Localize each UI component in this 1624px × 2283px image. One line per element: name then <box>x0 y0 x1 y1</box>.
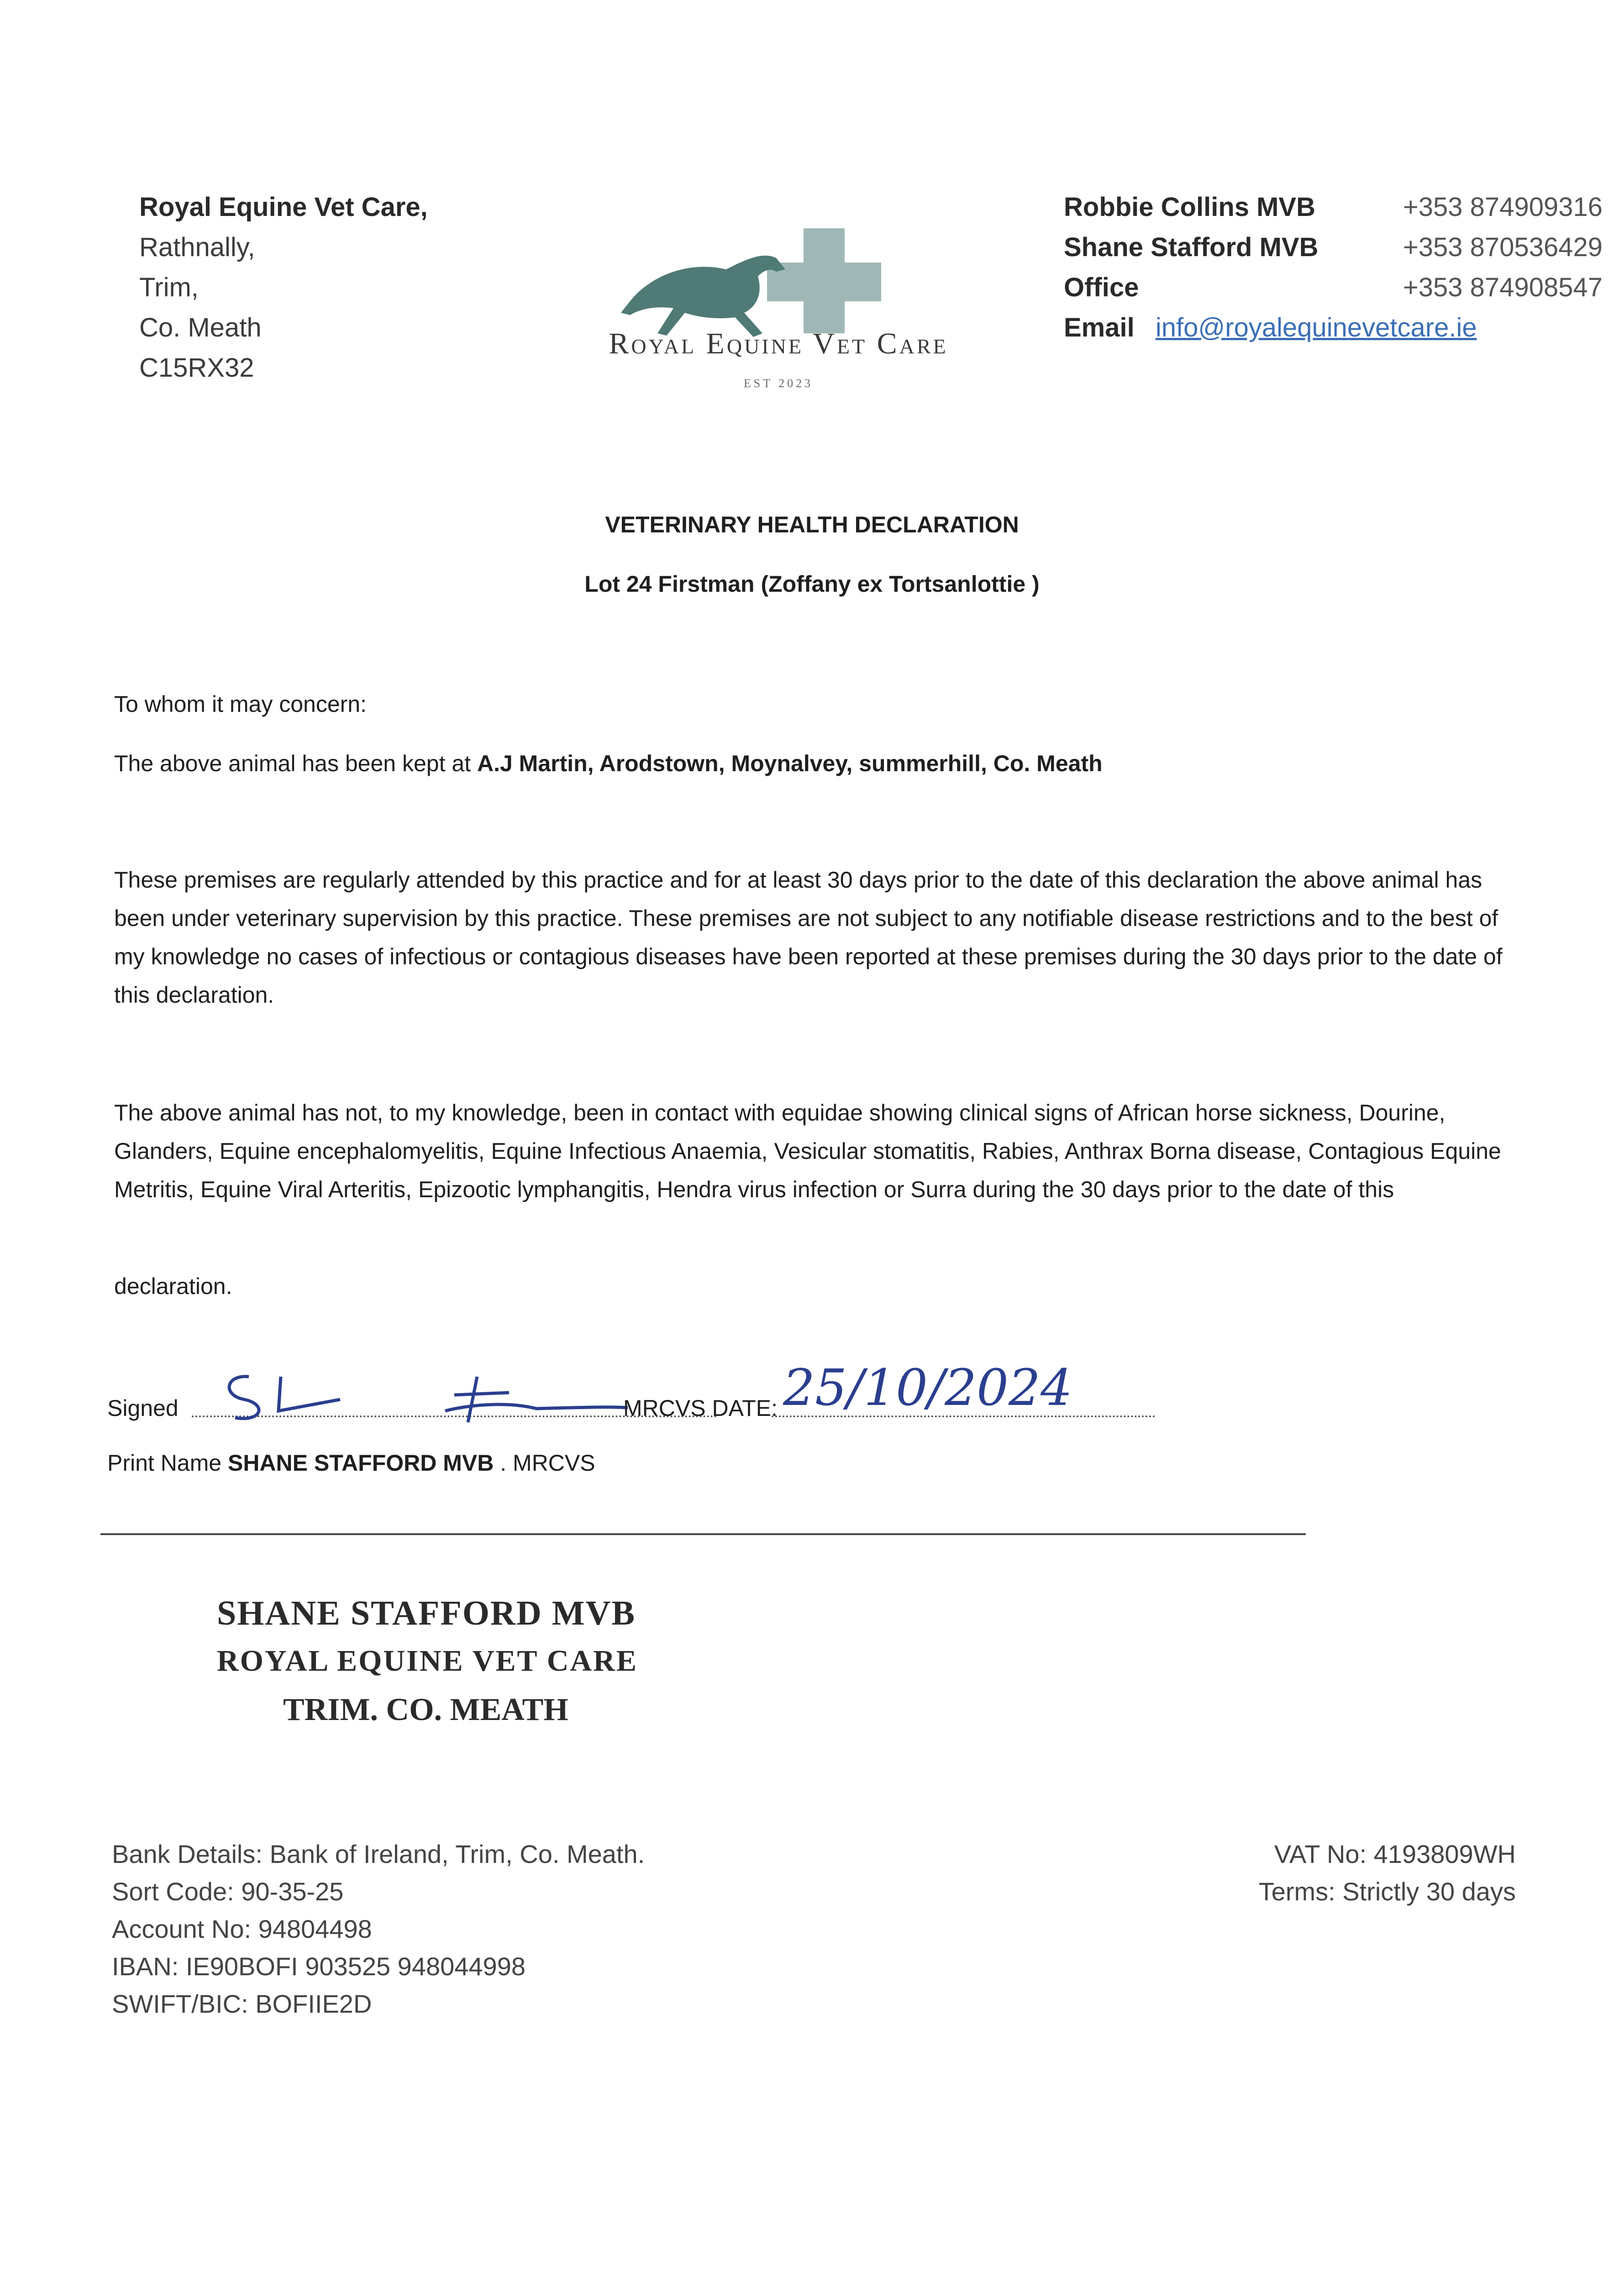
contact-row <box>1064 227 1603 268</box>
contact-row <box>1064 187 1603 227</box>
address-line: Co. Meath <box>139 313 262 342</box>
kept-at-line <box>114 744 1534 783</box>
handwritten-date: 25/10/2024 <box>783 1358 1073 1417</box>
contact-block <box>1064 187 1603 348</box>
contact-phone: +353 874909316 <box>1403 192 1603 222</box>
document-subtitle: Lot 24 Firstman (Zoffany ex Tortsanlottie ) <box>584 571 1040 597</box>
email-link[interactable]: info@royalequinevetcare.ie <box>1155 313 1477 342</box>
print-name-label: Print Name <box>107 1450 228 1476</box>
bank-details <box>112 1836 645 2023</box>
print-name-line <box>107 1450 595 1476</box>
bank-line: Bank Details: Bank of Ireland, Trim, Co. Meath. <box>112 1840 645 1868</box>
stamp-line: TRIM. CO. MEATH <box>283 1692 568 1727</box>
bank-line: Sort Code: 90-35-25 <box>112 1877 344 1906</box>
salutation: To whom it may concern: <box>114 691 367 717</box>
bank-line: IBAN: IE90BOFI 903525 948044998 <box>112 1952 526 1981</box>
address-line: C15RX32 <box>139 353 254 383</box>
payment-terms: Terms: Strictly 30 days <box>1258 1877 1516 1906</box>
kept-at-location: A.J Martin, Arodstown, Moynalvey, summerhill, Co. Meath <box>477 751 1103 776</box>
kept-at-prefix: The above animal has been kept at <box>114 751 477 776</box>
contact-row <box>1064 268 1603 308</box>
vat-number: VAT No: 4193809WH <box>1274 1840 1516 1868</box>
contact-name: Robbie Collins MVB <box>1064 192 1315 222</box>
print-name-suffix: . MRCVS <box>494 1450 595 1476</box>
contact-name: Shane Stafford MVB <box>1064 232 1319 262</box>
bank-line: SWIFT/BIC: BOFIIE2D <box>112 1989 372 2018</box>
stamp-line: ROYAL EQUINE VET CARE <box>217 1644 638 1678</box>
contact-phone: +353 870536429 <box>1403 232 1603 262</box>
stamp-line: SHANE STAFFORD MVB <box>217 1594 636 1632</box>
mrcvs-date-label: MRCVS DATE: <box>623 1395 778 1421</box>
document-title: VETERINARY HEALTH DECLARATION <box>605 512 1019 537</box>
contact-name: Office <box>1064 273 1139 302</box>
email-label: Email <box>1064 313 1135 342</box>
address-line: Rathnally, <box>139 232 255 262</box>
supervision-paragraph: These premises are regularly attended by this practice and for at least 30 days prior to the date of this declaration the above animal has been under veterinary supervision by this practice. These premises are not subject to any notifiable disease restrictions and to the best of my knowledge no cases of infectious or contagious diseases have been reported at these premises during the 30 days prior to the date of this declaration. <box>114 867 1503 1008</box>
disease-paragraph: The above animal has not, to my knowledge, been in contact with equidae showing clinical signs of African horse sickness, Dourine, Glanders, Equine encephalomyelitis, Equine Infectious Anaemia, Vesicular stomatitis, Rabies, Anthrax Borna disease, Contagious Equine Metritis, Equine Viral Arteritis, Epizootic lymphangitis, Hendra virus infection or Surra during the 30 days prior to the date of this <box>114 1100 1501 1202</box>
email-row <box>1064 308 1603 348</box>
address-line: Trim, <box>139 273 199 302</box>
print-name-value: SHANE STAFFORD MVB <box>227 1450 494 1476</box>
signed-label: Signed <box>107 1395 179 1421</box>
bank-line: Account No: 94804498 <box>112 1915 372 1943</box>
logo-established: EST 2023 <box>743 377 814 390</box>
signature-row <box>107 1358 1203 1450</box>
logo-wordmark: Royal Equine Vet Care <box>609 327 948 360</box>
vat-terms <box>1178 1836 1516 1910</box>
contact-phone: +353 874908547 <box>1403 273 1603 302</box>
address-line: Royal Equine Vet Care, <box>139 192 428 222</box>
divider <box>100 1533 1306 1535</box>
disease-paragraph-end: declaration. <box>114 1273 232 1299</box>
practice-address <box>139 187 428 388</box>
